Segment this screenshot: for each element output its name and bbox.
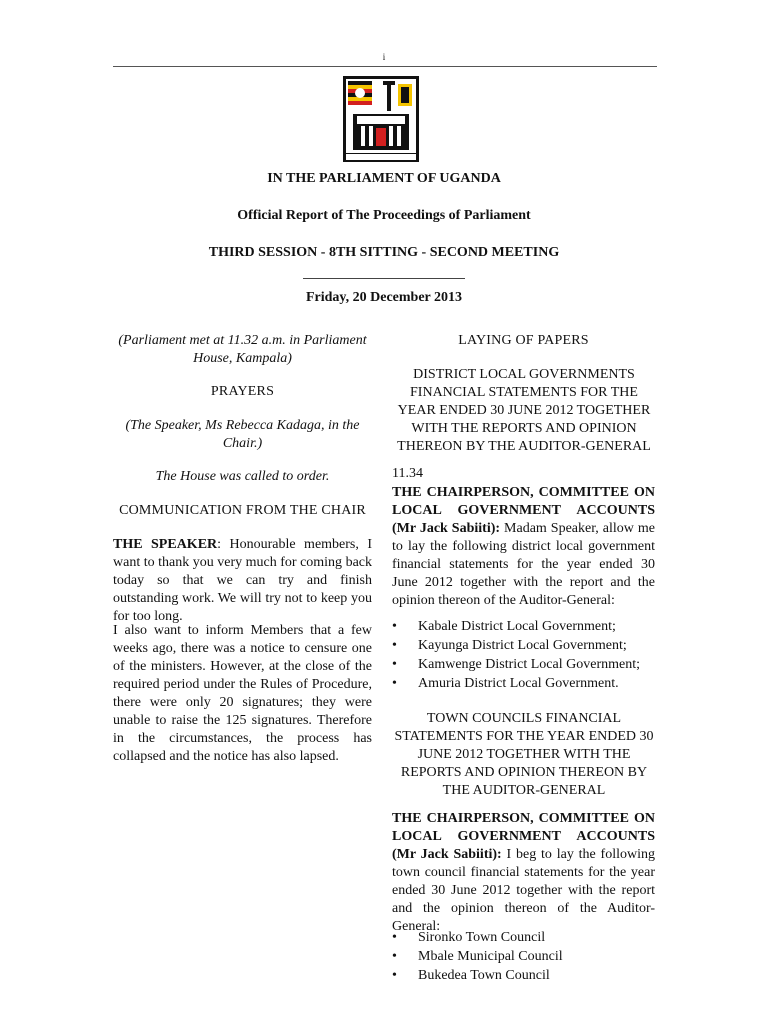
parliament-emblem-logo [343, 76, 419, 162]
list-item: • Sironko Town Council [392, 929, 655, 948]
speaker-label: THE SPEAKER [113, 537, 218, 552]
called-to-order-note: The House was called to order. [155, 469, 330, 484]
speaker-paragraph [113, 536, 372, 626]
sitting-date: Friday, 20 December 2013 [305, 290, 463, 305]
chairperson-label-2: THE CHAIRPERSON, COMMITTEE ON LOCAL GOVERNMENT ACCOUNTS (Mr Jack Sabiiti): [392, 811, 655, 862]
session-title: THIRD SESSION - 8TH SITTING - SECOND MEETING [208, 245, 560, 260]
list-item: • Kabale District Local Government; [392, 618, 655, 637]
list-item: • Amuria District Local Government. [392, 675, 655, 694]
communication-heading: COMMUNICATION FROM THE CHAIR [119, 503, 366, 518]
laying-of-papers-heading: LAYING OF PAPERS [458, 333, 589, 348]
district-statements-heading: DISTRICT LOCAL GOVERNMENTS FINANCIAL STATEMENTS FOR THE YEAR ENDED 30 JUNE 2012 TOGETHER WITH THE REPORTS AND OPINION THEREON BY THE AUDITOR-GENERAL [397, 367, 651, 454]
time-stamp: 11.34 [392, 466, 423, 481]
chairperson-label-1: THE CHAIRPERSON, COMMITTEE ON LOCAL GOVERNMENT ACCOUNTS (Mr Jack Sabiiti): [392, 485, 655, 536]
chairperson-paragraph-1 [392, 484, 655, 610]
town-list [392, 929, 655, 986]
title-divider [303, 278, 465, 279]
list-item: • Bukedea Town Council [392, 967, 655, 986]
prayers-heading: PRAYERS [210, 384, 275, 399]
chair-note: (The Speaker, Ms Rebecca Kadaga, in the Chair.) [125, 418, 360, 451]
town-councils-heading: TOWN COUNCILS FINANCIAL STATEMENTS FOR THE YEAR ENDED 30 JUNE 2012 TOGETHER WITH THE REPORTS AND OPINION THEREON BY THE AUDITOR-GENERAL [394, 711, 654, 798]
chairperson-text-1: Madam Speaker, allow me to lay the following district local government financial statements for the year ended 30 June 2012 together with the report and the opinion thereon of the Auditor-General: [392, 521, 655, 608]
district-list [392, 618, 655, 694]
speaker-text: : Honourable members, I want to thank you very much for coming back today so that we can try and finish outstanding work. We will try not to keep you for too long. [113, 537, 372, 624]
list-item: • Kamwenge District Local Government; [392, 656, 655, 675]
parliament-met-note: (Parliament met at 11.32 a.m. in Parliament House, Kampala) [118, 333, 367, 366]
chairperson-paragraph-2 [392, 810, 655, 936]
chairperson-text-2: I beg to lay the following town council financial statements for the year ended 30 June 2012 together with the report and the opinion thereon of the Auditor-General: [392, 847, 655, 934]
speaker-paragraph-2: I also want to inform Members that a few weeks ago, there was a notice to censure one of the ministers. However, at the close of the required period under the Rules of Procedure, there were only 20 signatures; they were unable to raise the 125 signatures. Therefore in the circumstances, the process has collapsed and the notice has also lapsed. [113, 623, 372, 764]
parliament-title: IN THE PARLIAMENT OF UGANDA [267, 171, 501, 186]
report-title: Official Report of The Proceedings of Parliament [237, 208, 531, 223]
list-item: • Kayunga District Local Government; [392, 637, 655, 656]
parliament-emblem [343, 76, 419, 162]
header-rule [113, 66, 657, 67]
page-number: i [382, 52, 386, 62]
list-item: • Mbale Municipal Council [392, 948, 655, 967]
